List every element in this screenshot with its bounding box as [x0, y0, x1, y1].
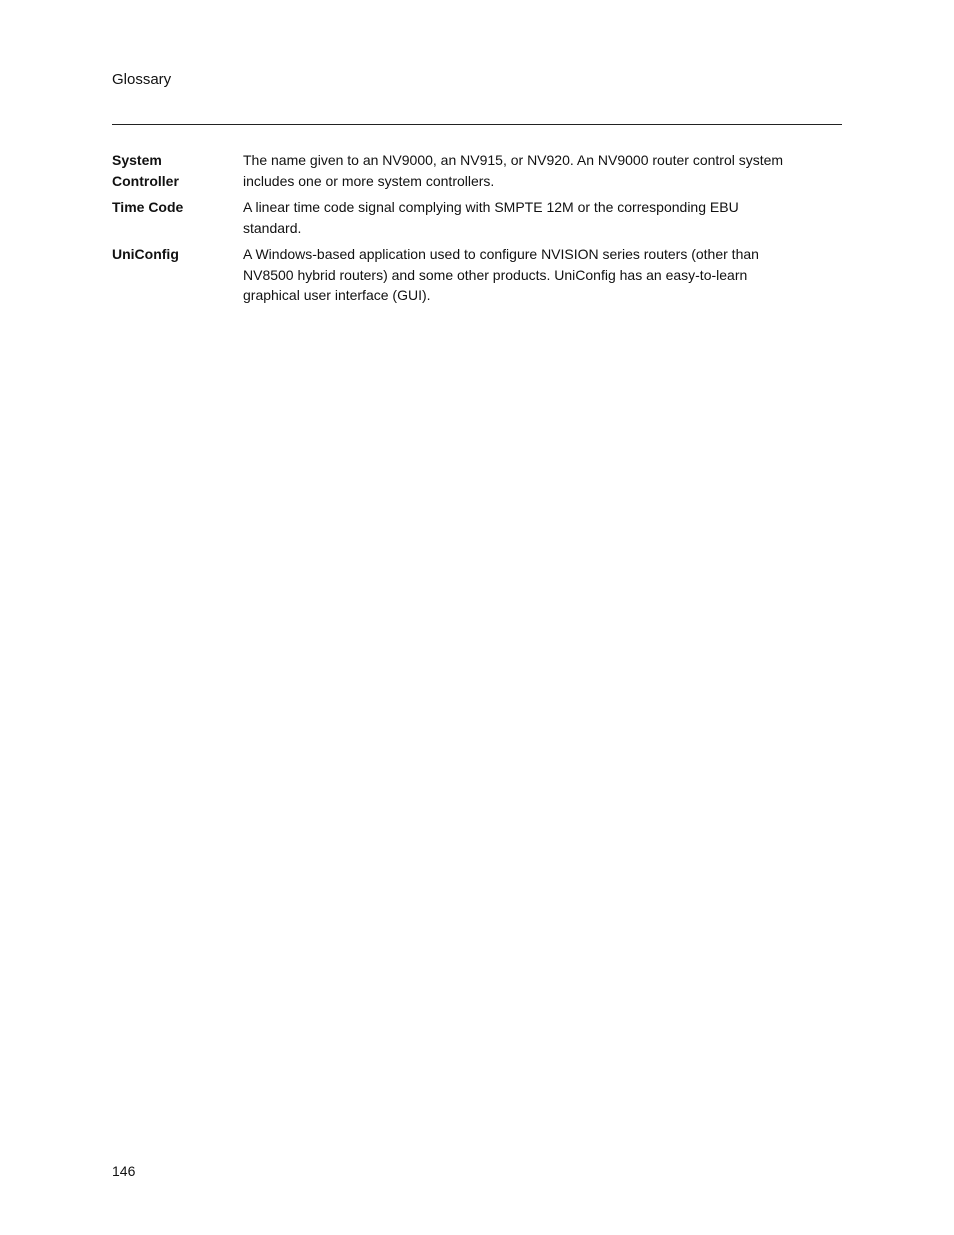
glossary-definition — [243, 150, 842, 191]
glossary-definition — [243, 197, 842, 238]
definition-line: includes one or more system controllers. — [243, 172, 495, 189]
glossary-term — [112, 197, 243, 238]
glossary-entry-uniconfig — [112, 244, 842, 306]
term-line: Controller — [112, 172, 179, 189]
glossary-term — [112, 150, 243, 191]
glossary-entry-system-controller — [112, 150, 842, 191]
glossary-term — [112, 244, 243, 306]
glossary-definition — [243, 244, 842, 306]
definition-line: A linear time code signal complying with SMPTE 12M or the corresponding EBU — [243, 199, 739, 215]
glossary-list — [112, 150, 842, 312]
page-header-title: Glossary — [112, 71, 172, 88]
term-line: UniConfig — [112, 246, 179, 262]
definition-line: standard. — [243, 219, 302, 236]
definition-line: A Windows-based application used to configure NVISION series routers (other than — [243, 246, 759, 262]
term-line: Time Code — [112, 199, 184, 215]
page-number: 146 — [112, 1163, 136, 1179]
term-line: System — [112, 152, 162, 168]
header-divider — [112, 124, 842, 125]
definition-line: graphical user interface (GUI). — [243, 287, 431, 303]
glossary-entry-time-code — [112, 197, 842, 238]
definition-line: NV8500 hybrid routers) and some other products. UniConfig has an easy-to-learn — [243, 266, 748, 283]
definition-line: The name given to an NV9000, an NV915, or NV920. An NV9000 router control system — [243, 152, 784, 168]
